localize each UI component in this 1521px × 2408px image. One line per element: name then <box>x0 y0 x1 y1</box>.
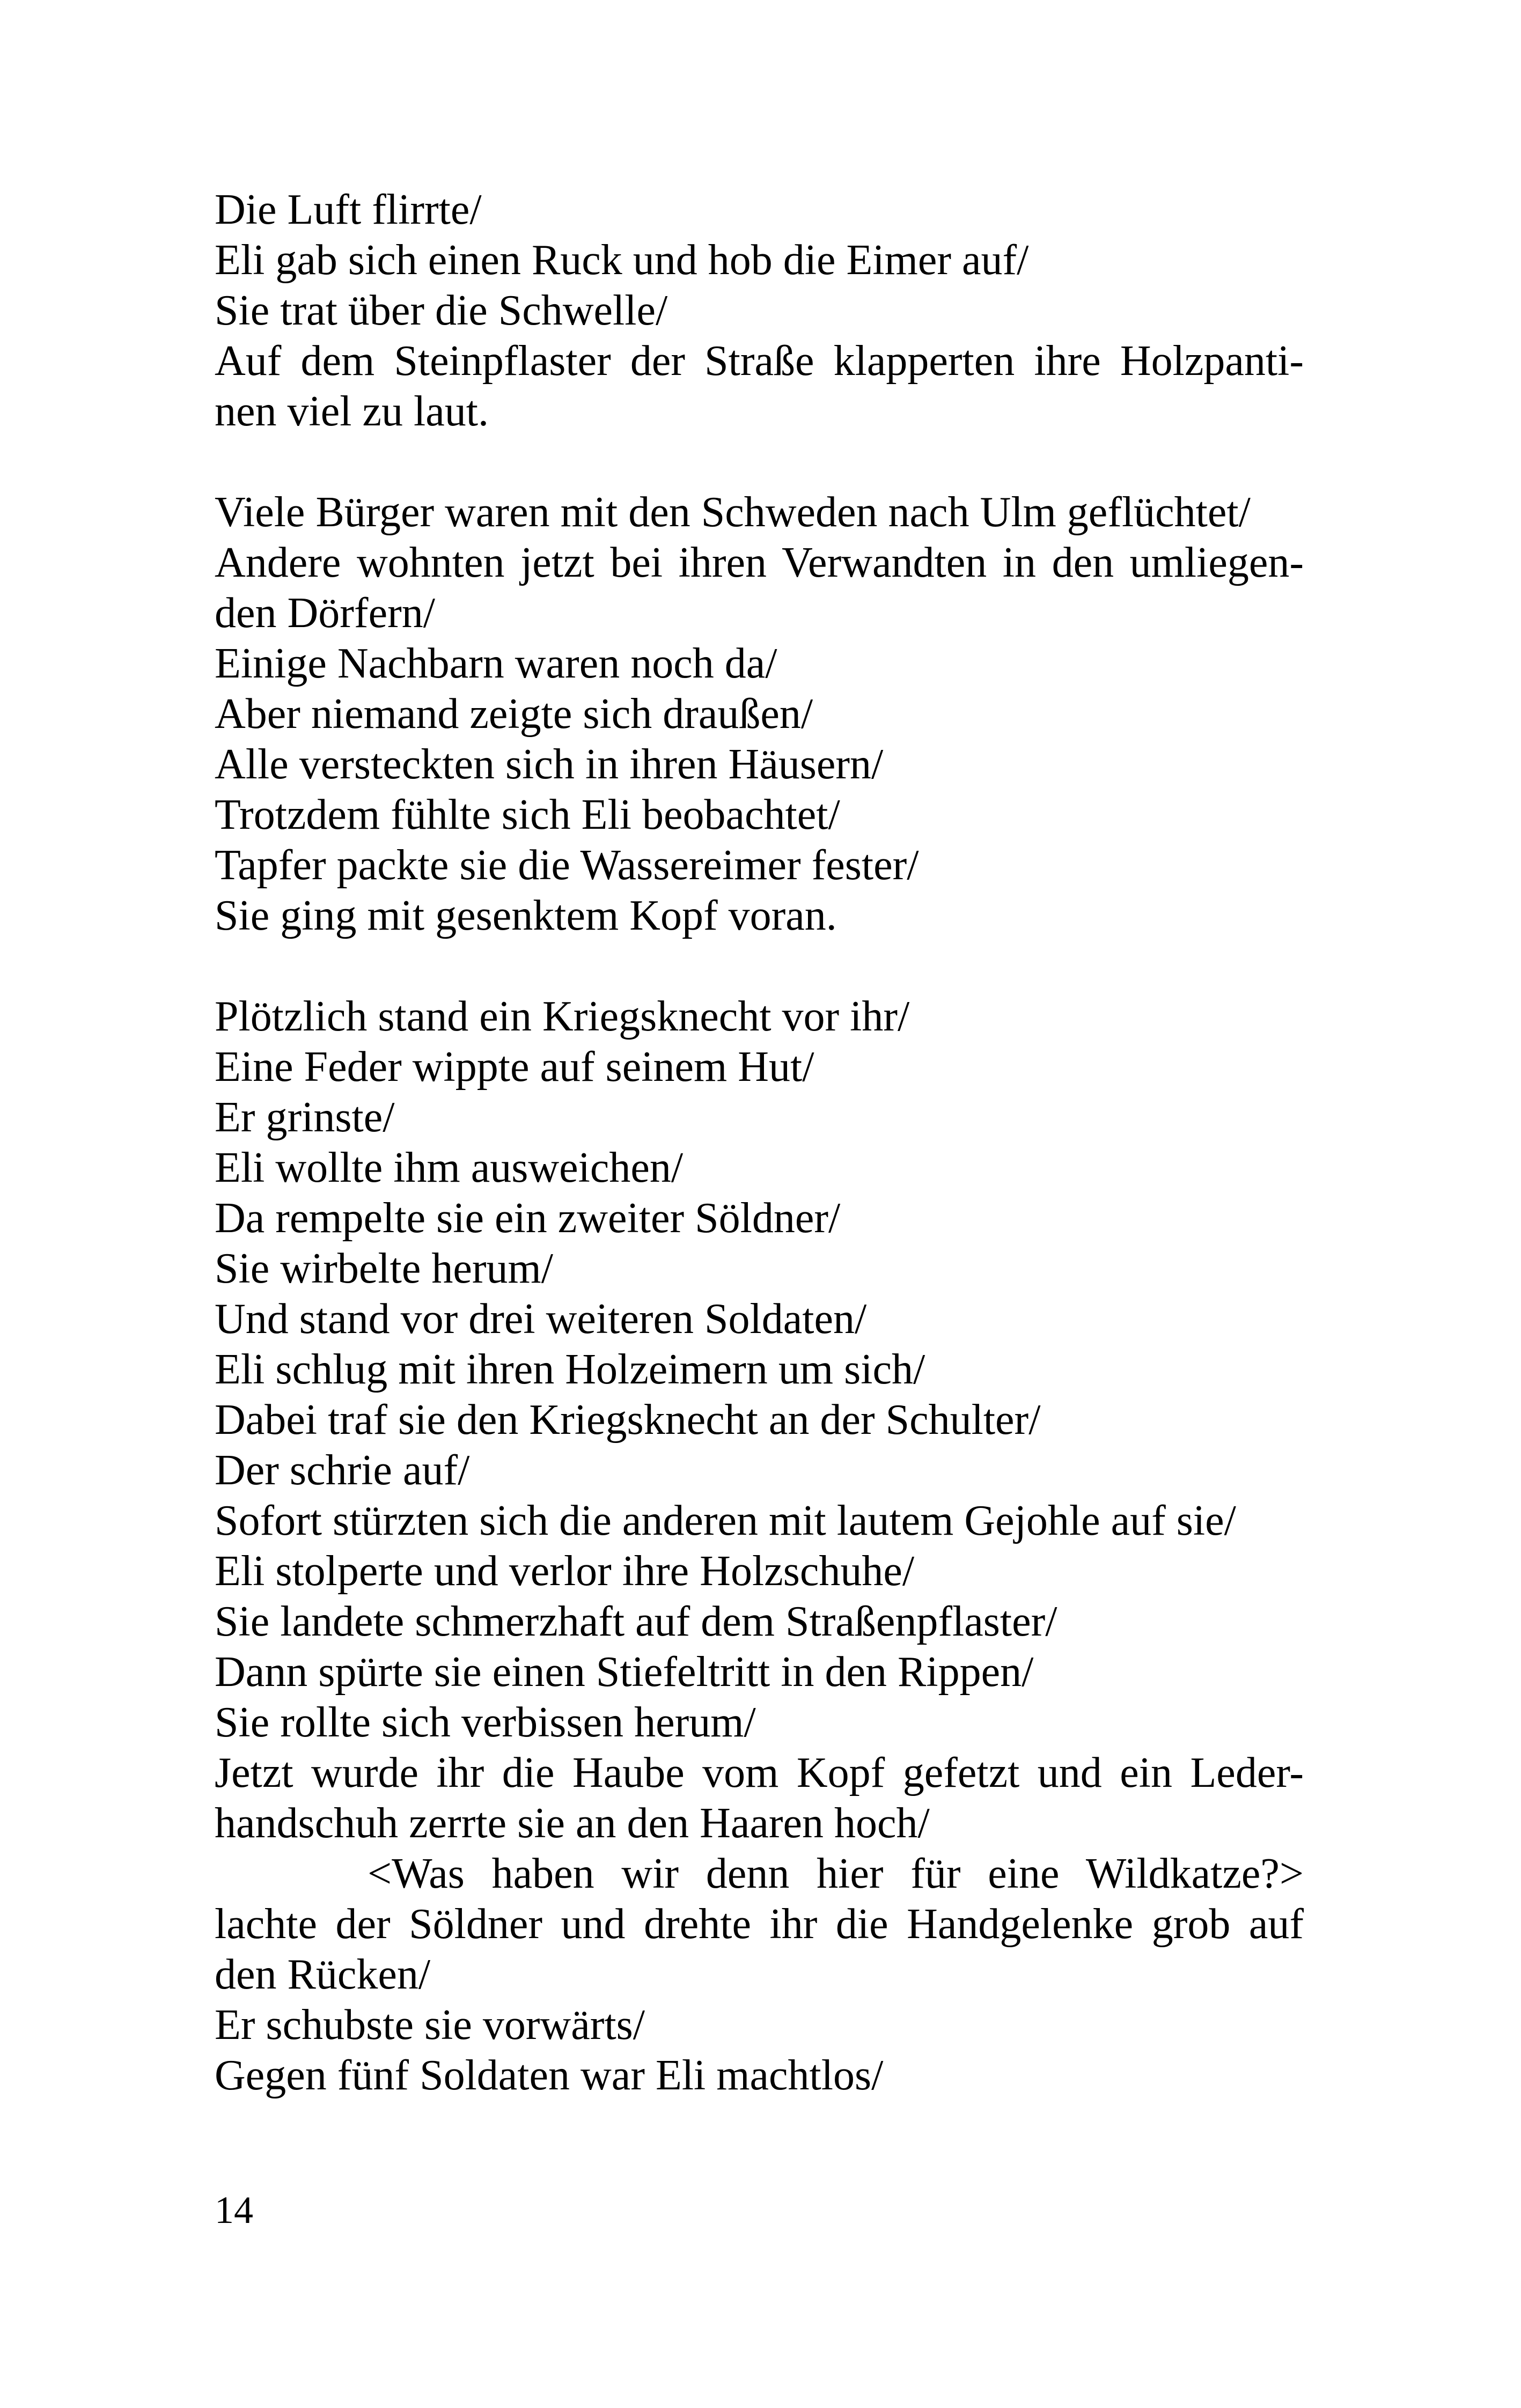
text-line: Auf dem Steinpflaster der Straße klapperten ihre Holzpanti- <box>215 337 1304 385</box>
text-line: Dabei traf sie den Kriegsknecht an der Schulter/ <box>215 1396 1041 1444</box>
text-line: Der schrie auf/ <box>215 1447 470 1494</box>
text-line: den Rücken/ <box>215 1951 431 1998</box>
text-line: handschuh zerrte sie an den Haaren hoch/ <box>215 1800 930 1847</box>
text-line: Tapfer packte sie die Wassereimer fester/ <box>215 842 919 889</box>
text-line: Er schubste sie vorwärts/ <box>215 2001 645 2049</box>
text-line: Sie rollte sich verbissen herum/ <box>215 1699 756 1746</box>
text-line: Sie wirbelte herum/ <box>215 1245 553 1292</box>
paragraph <box>215 991 1304 2101</box>
text-line: Andere wohnten jetzt bei ihren Verwandten in den umliegen- <box>215 539 1304 586</box>
text-line: Aber niemand zeigte sich draußen/ <box>215 690 813 738</box>
body-text <box>215 185 1304 2101</box>
text-line: Eine Feder wippte auf seinem Hut/ <box>215 1043 814 1091</box>
text-line: Sofort stürzten sich die anderen mit lautem Gejohle auf sie/ <box>215 1497 1236 1544</box>
text-line: Da rempelte sie ein zweiter Söldner/ <box>215 1195 841 1242</box>
text-line: nen viel zu laut. <box>215 388 489 435</box>
text-line: Sie ging mit gesenktem Kopf voran. <box>215 892 837 939</box>
text-line: <Was haben wir denn hier für eine Wildkatze?> <box>368 1850 1304 1897</box>
text-line: Viele Bürger waren mit den Schweden nach Ulm geflüchtet/ <box>215 489 1251 536</box>
paragraph <box>215 185 1304 437</box>
text-line: lachte der Söldner und drehte ihr die Handgelenke grob auf <box>215 1901 1304 1948</box>
paragraph-gap <box>215 437 1304 487</box>
text-line: Eli gab sich einen Ruck und hob die Eimer auf/ <box>215 237 1029 284</box>
text-line: Eli wollte ihm ausweichen/ <box>215 1144 684 1191</box>
paragraph <box>215 487 1304 941</box>
text-line: Sie trat über die Schwelle/ <box>215 287 668 334</box>
page-number: 14 <box>215 2189 253 2232</box>
text-line: den Dörfern/ <box>215 590 435 637</box>
text-line: Plötzlich stand ein Kriegsknecht vor ihr/ <box>215 993 910 1040</box>
text-line: Eli stolperte und verlor ihre Holzschuhe/ <box>215 1548 915 1595</box>
text-line: Sie landete schmerzhaft auf dem Straßenpflaster/ <box>215 1598 1057 1645</box>
text-line: Einige Nachbarn waren noch da/ <box>215 640 777 687</box>
text-line: Er grinste/ <box>215 1094 395 1141</box>
text-line: Gegen fünf Soldaten war Eli machtlos/ <box>215 2052 884 2099</box>
text-line: Dann spürte sie einen Stiefeltritt in den Rippen/ <box>215 1648 1034 1696</box>
text-line: Jetzt wurde ihr die Haube vom Kopf gefetzt und ein Leder- <box>215 1749 1304 1796</box>
text-line: Alle versteckten sich in ihren Häusern/ <box>215 741 884 788</box>
text-line: Eli schlug mit ihren Holzeimern um sich/ <box>215 1346 925 1393</box>
text-line: Trotzdem fühlte sich Eli beobachtet/ <box>215 791 840 838</box>
paragraph-gap <box>215 941 1304 991</box>
text-line: Und stand vor drei weiteren Soldaten/ <box>215 1295 867 1343</box>
text-line: Die Luft flirrte/ <box>215 186 482 233</box>
